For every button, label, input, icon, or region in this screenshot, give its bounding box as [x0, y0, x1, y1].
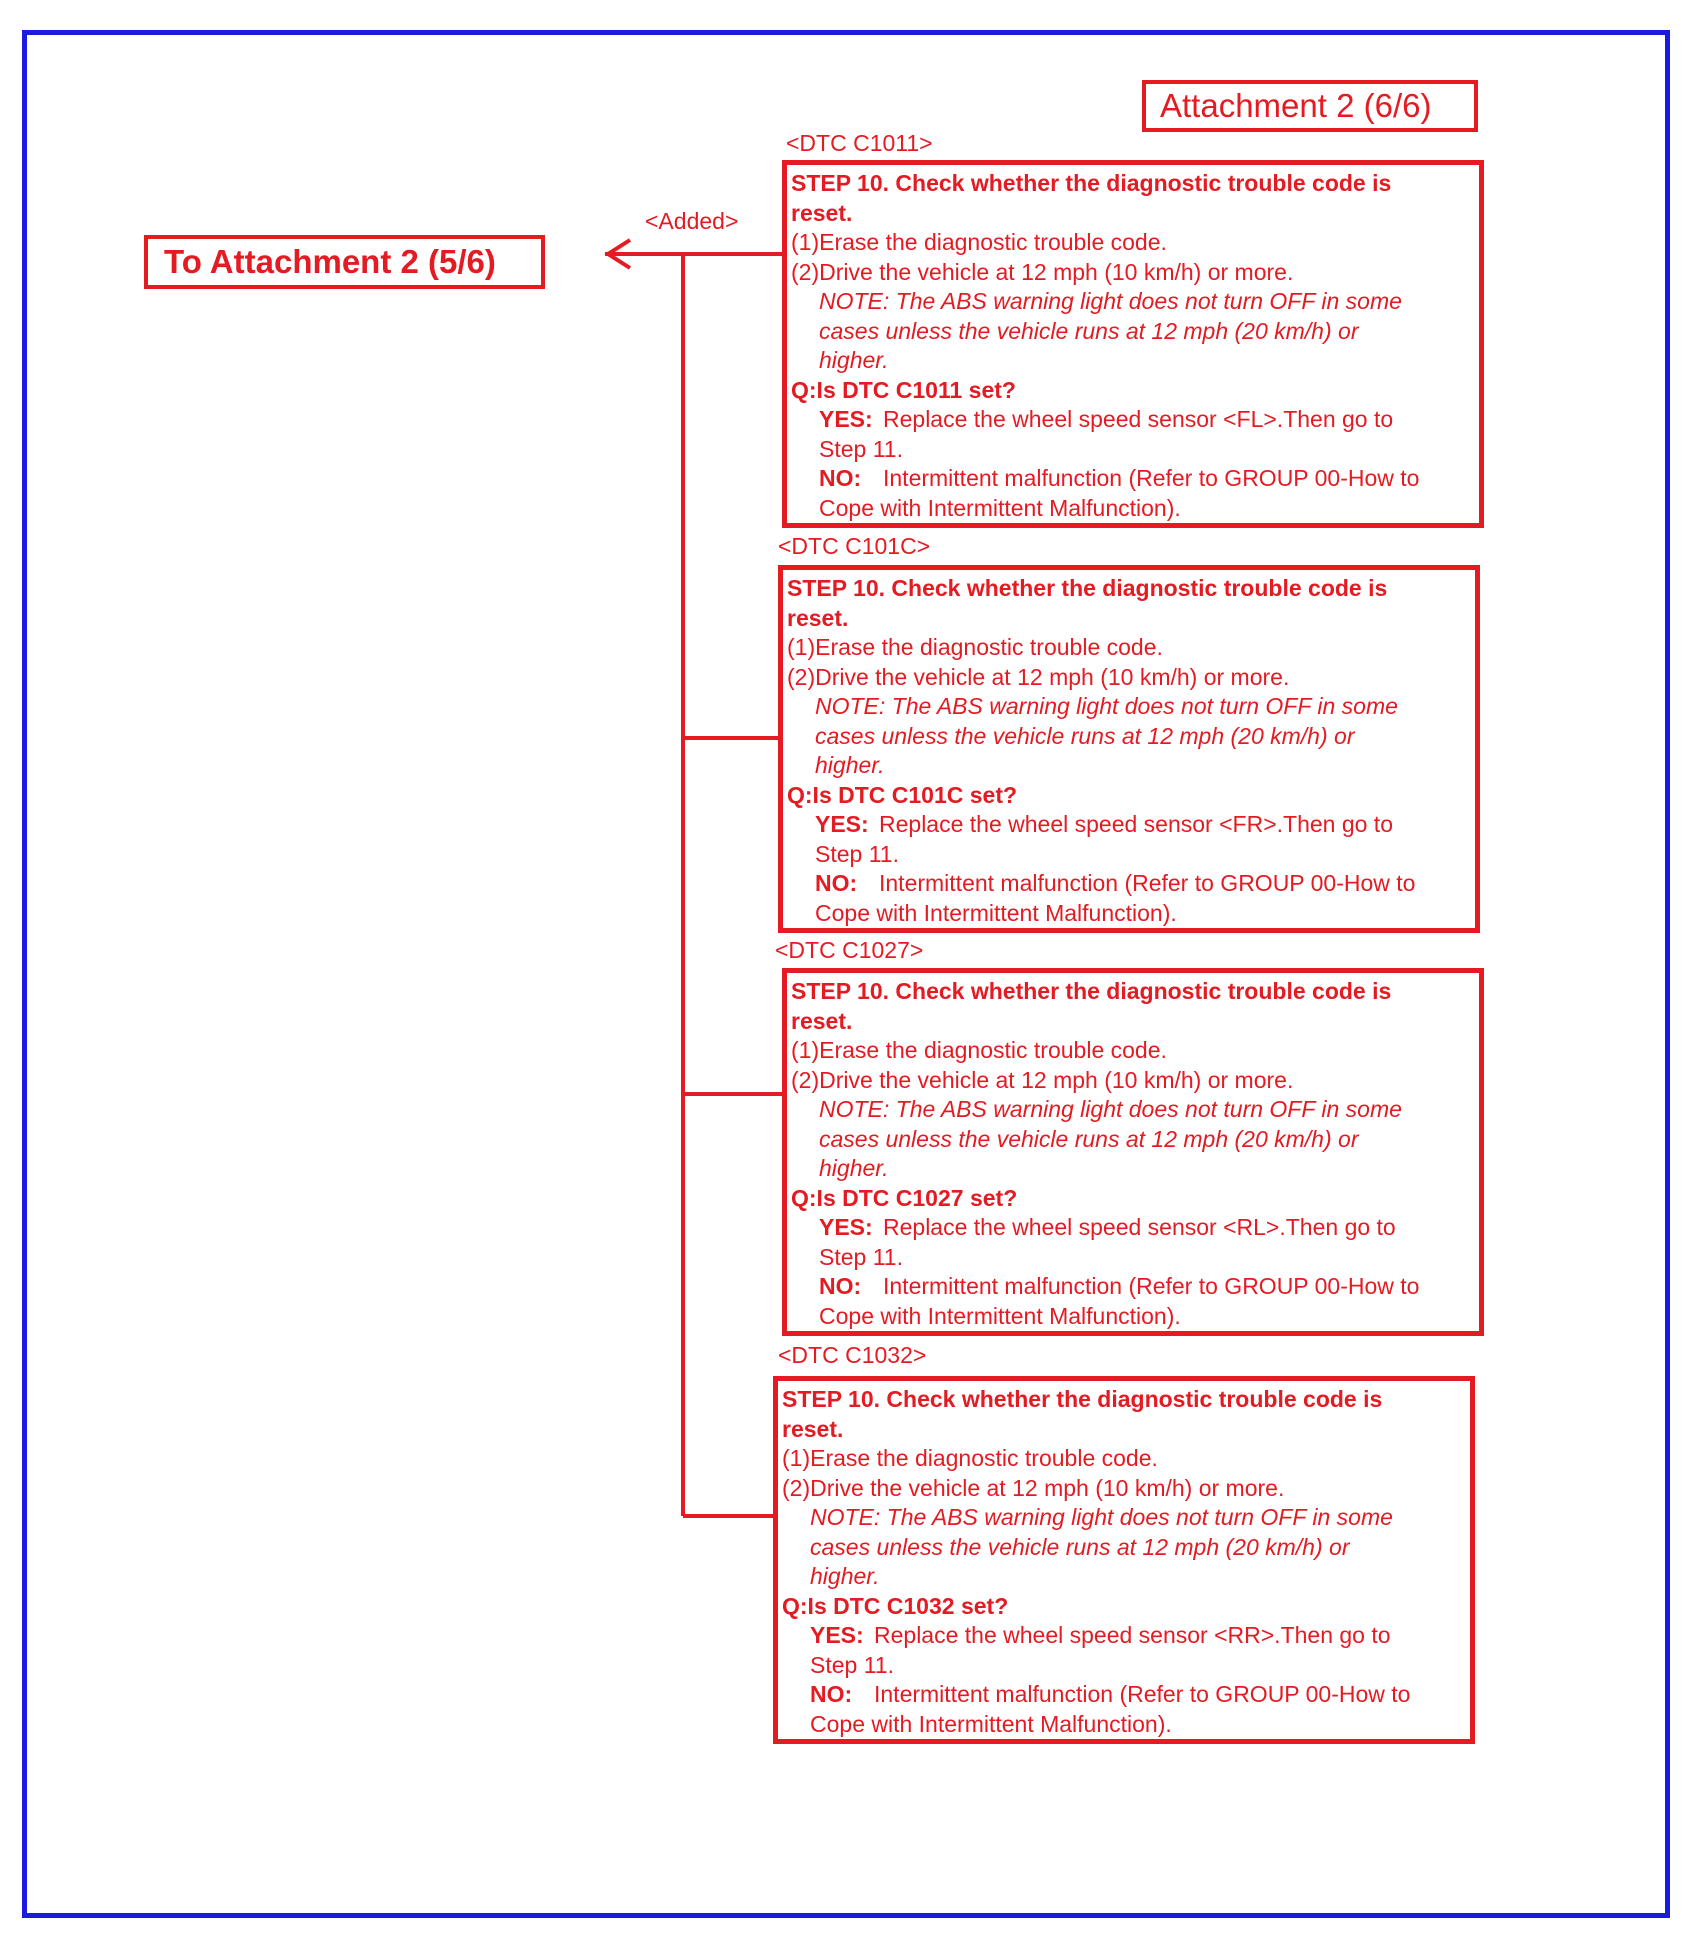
yes-line2: Step 11. — [810, 1651, 894, 1678]
yes-line1: Replace the wheel speed sensor <RL>.Then go to — [883, 1214, 1396, 1240]
step-title-line2: reset. — [782, 1415, 844, 1442]
note-line2: cases unless the vehicle runs at 12 mph (20 km/h) or — [815, 722, 1355, 749]
step-title-line2: reset. — [791, 1007, 853, 1034]
question: Q:Is DTC C1032 set? — [782, 1592, 1009, 1619]
step-box-c1011 — [782, 160, 1484, 528]
question: Q:Is DTC C1027 set? — [791, 1184, 1018, 1211]
no-key: NO: — [819, 465, 862, 491]
no-line1: Intermittent malfunction (Refer to GROUP 00-How to — [883, 1273, 1420, 1299]
yes-line1: Replace the wheel speed sensor <FL>.Then go to — [883, 406, 1394, 432]
yes-line2: Step 11. — [819, 435, 903, 462]
no-line1: Intermittent malfunction (Refer to GROUP 00-How to — [879, 870, 1416, 896]
note-line1: NOTE: The ABS warning light does not turn OFF in some — [810, 1504, 1393, 1530]
yes-line1: Replace the wheel speed sensor <FR>.Then go to — [879, 811, 1393, 837]
step-title-line1: STEP 10. Check whether the diagnostic trouble code is — [791, 978, 1392, 1004]
no-key: NO: — [815, 870, 858, 896]
dtc-label-2: <DTC C101C> — [778, 533, 931, 559]
step-item-2: (2)Drive the vehicle at 12 mph (10 km/h) or more. — [787, 663, 1290, 690]
yes-key: YES: — [819, 406, 873, 432]
step-item-1: (1)Erase the diagnostic trouble code. — [791, 229, 1167, 255]
step-item-2: (2)Drive the vehicle at 12 mph (10 km/h) or more. — [782, 1474, 1285, 1501]
no-line1: Intermittent malfunction (Refer to GROUP 00-How to — [883, 465, 1420, 491]
step-box-c101c — [778, 565, 1480, 933]
step-box-c1032 — [773, 1376, 1475, 1744]
step-title-line2: reset. — [791, 199, 853, 226]
no-line2: Cope with Intermittent Malfunction). — [819, 494, 1181, 521]
no-line2: Cope with Intermittent Malfunction). — [815, 899, 1177, 926]
note-line3: higher. — [810, 1563, 880, 1589]
note-line1: NOTE: The ABS warning light does not turn OFF in some — [815, 693, 1398, 719]
note-line3: higher. — [819, 1155, 889, 1181]
step-item-2: (2)Drive the vehicle at 12 mph (10 km/h) or more. — [791, 258, 1294, 285]
step-title-line1: STEP 10. Check whether the diagnostic trouble code is — [782, 1386, 1383, 1412]
no-key: NO: — [810, 1681, 853, 1707]
note-line1: NOTE: The ABS warning light does not turn OFF in some — [819, 288, 1402, 314]
yes-key: YES: — [810, 1622, 864, 1648]
question: Q:Is DTC C1011 set? — [791, 376, 1016, 403]
yes-key: YES: — [819, 1214, 873, 1240]
no-key: NO: — [819, 1273, 862, 1299]
step-title-line2: reset. — [787, 604, 849, 631]
step-box-c1027 — [782, 968, 1484, 1336]
no-line1: Intermittent malfunction (Refer to GROUP 00-How to — [874, 1681, 1411, 1707]
step-item-2: (2)Drive the vehicle at 12 mph (10 km/h) or more. — [791, 1066, 1294, 1093]
dtc-label-4: <DTC C1032> — [778, 1342, 927, 1368]
step-title-line1: STEP 10. Check whether the diagnostic trouble code is — [787, 575, 1388, 601]
step-item-1: (1)Erase the diagnostic trouble code. — [782, 1445, 1158, 1471]
note-line2: cases unless the vehicle runs at 12 mph (20 km/h) or — [819, 1125, 1359, 1152]
dtc-label-3: <DTC C1027> — [775, 937, 924, 963]
step-item-1: (1)Erase the diagnostic trouble code. — [787, 634, 1163, 660]
added-label: <Added> — [645, 208, 739, 234]
step-item-1: (1)Erase the diagnostic trouble code. — [791, 1037, 1167, 1063]
note-line3: higher. — [819, 347, 889, 373]
step-title-line1: STEP 10. Check whether the diagnostic trouble code is — [791, 170, 1392, 196]
yes-key: YES: — [815, 811, 869, 837]
note-line1: NOTE: The ABS warning light does not turn OFF in some — [819, 1096, 1402, 1122]
note-line2: cases unless the vehicle runs at 12 mph (20 km/h) or — [819, 317, 1359, 344]
no-line2: Cope with Intermittent Malfunction). — [810, 1710, 1172, 1737]
attachment-title: Attachment 2 (6/6) — [1142, 80, 1478, 132]
dtc-label-1: <DTC C1011> — [786, 130, 933, 156]
question: Q:Is DTC C101C set? — [787, 781, 1018, 808]
no-line2: Cope with Intermittent Malfunction). — [819, 1302, 1181, 1329]
yes-line2: Step 11. — [815, 840, 899, 867]
yes-line2: Step 11. — [819, 1243, 903, 1270]
note-line2: cases unless the vehicle runs at 12 mph (20 km/h) or — [810, 1533, 1350, 1560]
note-line3: higher. — [815, 752, 885, 778]
back-link-attachment-5-6[interactable]: To Attachment 2 (5/6) — [144, 235, 545, 289]
yes-line1: Replace the wheel speed sensor <RR>.Then go to — [874, 1622, 1391, 1648]
